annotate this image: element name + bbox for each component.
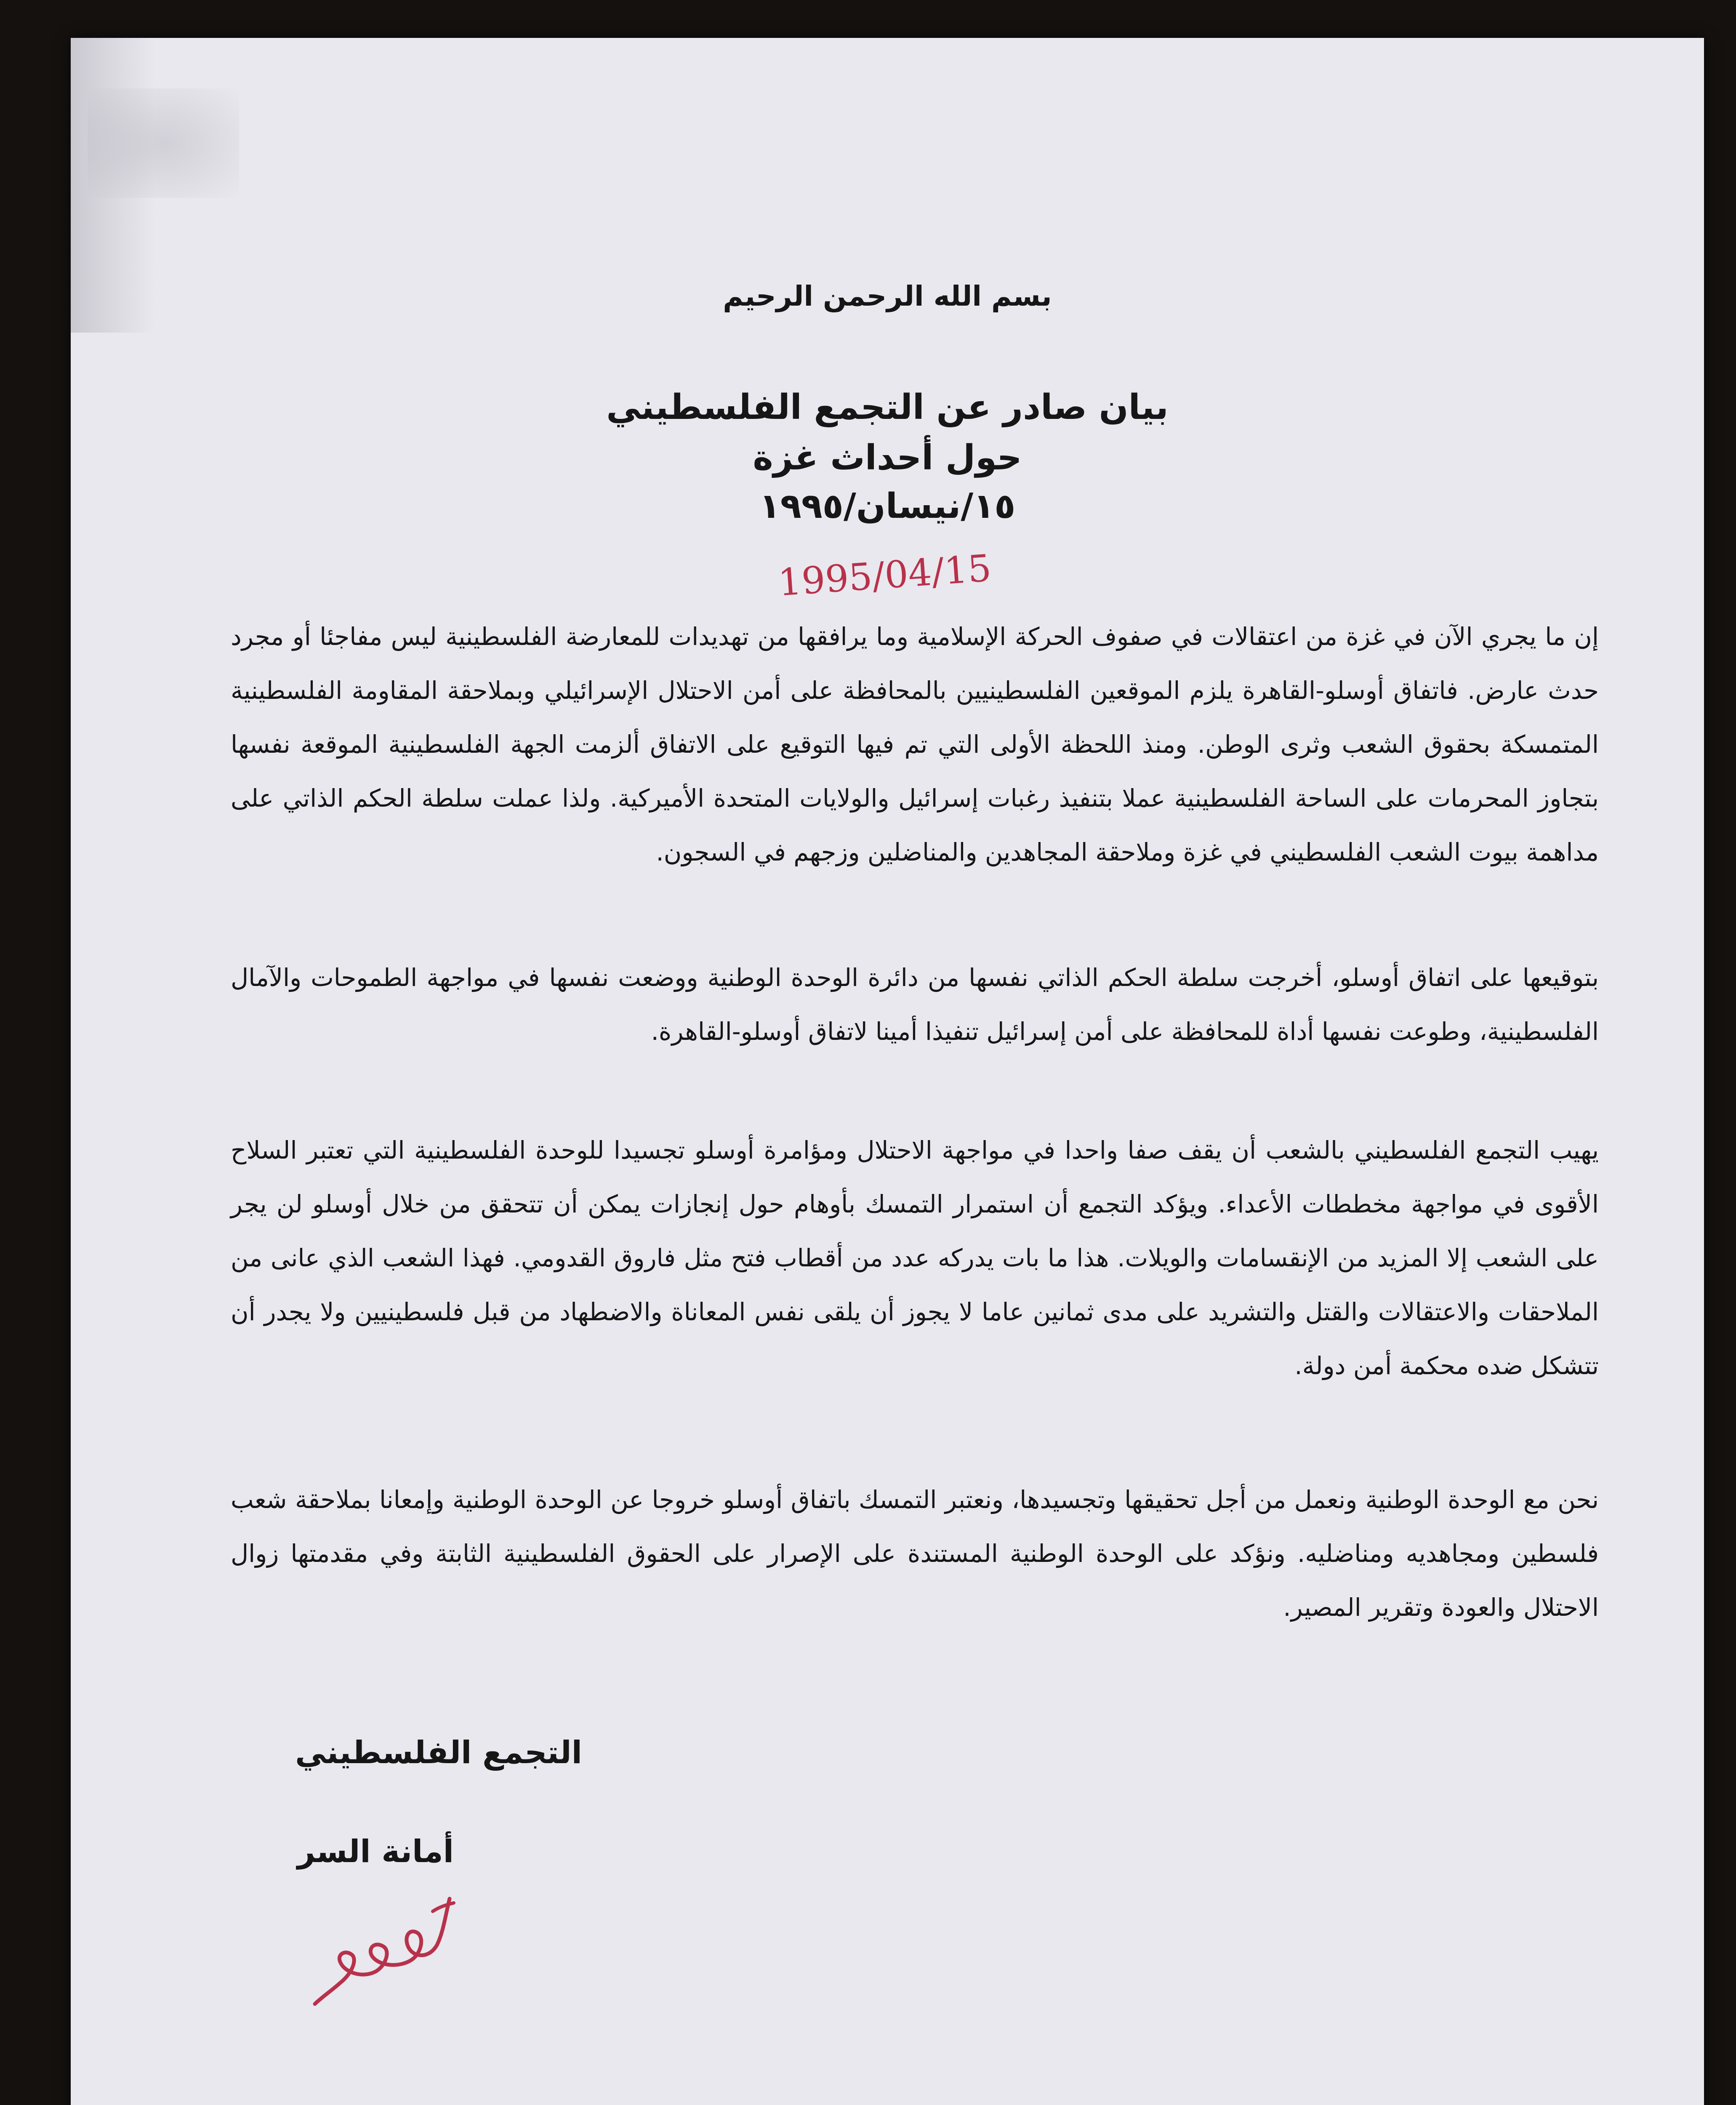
statement-date: ١٥/نيسان/١٩٩٥ [759,486,1016,526]
statement-title: بيان صادر عن التجمع الفلسطيني [606,387,1169,427]
signatory-name: التجمع الفلسطيني [295,1735,582,1771]
scan-shadow-corner [88,88,239,198]
document-page [71,38,1704,2105]
statement-subtitle: حول أحداث غزة [753,438,1022,478]
basmala-heading: بسم الله الرحمن الرحيم [723,280,1052,312]
paragraph-2: بتوقيعها على اتفاق أوسلو، أخرجت سلطة الحكم الذاتي نفسها من دائرة الوحدة الوطنية ووضعت نفسها في مواجهة الطموحات والآمال الفلسطينية، وطوعت نفسها أداة للمحافظة على أمن إسرائيل تنفيذا أمينا لاتفاق أوسلو-القاهرة. [231,963,1599,1046]
handwritten-date: 1995/04/15 [777,546,993,605]
handwritten-signature [252,1882,471,2008]
paragraph-3: يهيب التجمع الفلسطيني بالشعب أن يقف صفا واحدا في مواجهة الاحتلال ومؤامرة أوسلو تجسيدا للوحدة الفلسطينية التي تعتبر السلاح الأقوى في مواجهة مخططات الأعداء. ويؤكد التجمع أن استمرار التمسك بأوهام حول إنجازات يمكن أن تتحقق من خلال أوسلو لن يجر على الشعب إلا المزيد من الإنقسامات والويلات. هذا ما بات يدركه عدد من أقطاب فتح مثل فاروق القدومي. فهذا الشعب الذي عانى من الملاحقات والاعتقالات والقتل والتشريد على مدى ثمانين عاما لا يجوز أن يلقى نفس المعاناة والاضطهاد من قبل فلسطينيين ولا يجدر أن تتشكل ضده محكمة أمن دولة. [231,1136,1599,1380]
signatory-role: أمانة السر [297,1833,454,1870]
paragraph-4: نحن مع الوحدة الوطنية ونعمل من أجل تحقيقها وتجسيدها، ونعتبر التمسك باتفاق أوسلو خروجا عن الوحدة الوطنية وإمعانا بملاحقة شعب فلسطين ومجاهديه ومناضليه. ونؤكد على الوحدة الوطنية المستندة على الإصرار على الحقوق الفلسطينية الثابتة وفي مقدمتها زوال الاحتلال والعودة وتقرير المصير. [231,1485,1599,1622]
paragraph-1: إن ما يجري الآن في غزة من اعتقالات في صفوف الحركة الإسلامية وما يرافقها من تهديدات للمعارضة الفلسطينية ليس مفاجئا أو مجرد حدث عارض. فاتفاق أوسلو-القاهرة يلزم الموقعين الفلسطينيين بالمحافظة على أمن الاحتلال الإسرائيلي وبملاحقة المقاومة الفلسطينية المتمسكة بحقوق الشعب وثرى الوطن. ومنذ اللحظة الأولى التي تم فيها التوقيع على الاتفاق ألزمت الجهة الفلسطينية الموقعة نفسها بتجاوز المحرمات على الساحة الفلسطينية عملا بتنفيذ رغبات إسرائيل والولايات المتحدة الأميركية. ولذا عملت سلطة الحكم الذاتي على مداهمة بيوت الشعب الفلسطيني في غزة وملاحقة المجاهدين والمناضلين وزجهم في السجون. [231,622,1599,866]
